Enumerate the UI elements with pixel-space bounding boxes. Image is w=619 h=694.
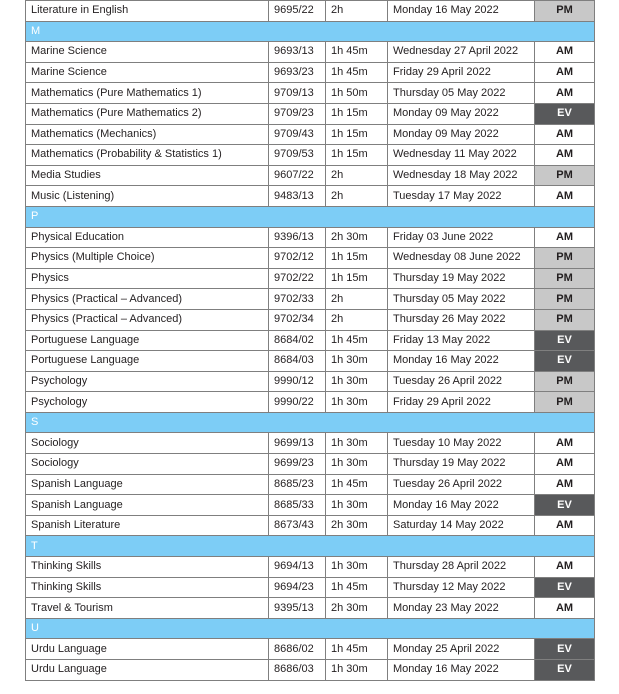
subject-cell: Urdu Language: [26, 660, 269, 681]
syllabus-code-cell: 9693/13: [269, 42, 326, 63]
table-row: [26, 268, 595, 289]
session-cell: EV: [535, 330, 595, 351]
syllabus-code-cell: 9396/13: [269, 227, 326, 248]
duration-cell: 1h 50m: [326, 83, 388, 104]
duration-cell: 1h 15m: [326, 145, 388, 166]
duration-cell: 1h 15m: [326, 268, 388, 289]
table-row: [26, 392, 595, 413]
subject-cell: Mathematics (Probability & Statistics 1): [26, 145, 269, 166]
subject-cell: Sociology: [26, 433, 269, 454]
session-cell: EV: [535, 351, 595, 372]
date-cell: Thursday 05 May 2022: [388, 289, 535, 310]
date-cell: Thursday 12 May 2022: [388, 577, 535, 598]
date-cell: Wednesday 27 April 2022: [388, 42, 535, 63]
session-cell: PM: [535, 1, 595, 22]
section-letter: P: [26, 206, 595, 227]
syllabus-code-cell: 9702/33: [269, 289, 326, 310]
session-cell: AM: [535, 227, 595, 248]
subject-cell: Psychology: [26, 371, 269, 392]
subject-cell: Physical Education: [26, 227, 269, 248]
subject-cell: Mathematics (Pure Mathematics 1): [26, 83, 269, 104]
session-cell: AM: [535, 186, 595, 207]
duration-cell: 1h 45m: [326, 42, 388, 63]
date-cell: Tuesday 26 April 2022: [388, 371, 535, 392]
duration-cell: 1h 30m: [326, 371, 388, 392]
session-cell: PM: [535, 268, 595, 289]
table-row: [26, 577, 595, 598]
table-row: [26, 330, 595, 351]
duration-cell: 1h 45m: [326, 474, 388, 495]
table-row: [26, 186, 595, 207]
duration-cell: 2h: [326, 1, 388, 22]
date-cell: Monday 09 May 2022: [388, 124, 535, 145]
subject-cell: Music (Listening): [26, 186, 269, 207]
date-cell: Wednesday 18 May 2022: [388, 165, 535, 186]
duration-cell: 2h 30m: [326, 598, 388, 619]
syllabus-code-cell: 9709/13: [269, 83, 326, 104]
table-row: [26, 371, 595, 392]
duration-cell: 1h 30m: [326, 392, 388, 413]
section-letter: M: [26, 21, 595, 42]
table-row: [26, 351, 595, 372]
subject-cell: Portuguese Language: [26, 330, 269, 351]
duration-cell: 2h 30m: [326, 515, 388, 536]
session-cell: PM: [535, 165, 595, 186]
session-cell: AM: [535, 62, 595, 83]
duration-cell: 2h: [326, 186, 388, 207]
syllabus-code-cell: 9695/22: [269, 1, 326, 22]
syllabus-code-cell: 8686/03: [269, 660, 326, 681]
duration-cell: 1h 30m: [326, 433, 388, 454]
table-row: [26, 660, 595, 681]
duration-cell: 1h 30m: [326, 495, 388, 516]
syllabus-code-cell: 9709/23: [269, 103, 326, 124]
date-cell: Tuesday 17 May 2022: [388, 186, 535, 207]
date-cell: Monday 16 May 2022: [388, 1, 535, 22]
syllabus-code-cell: 8673/43: [269, 515, 326, 536]
session-cell: AM: [535, 42, 595, 63]
syllabus-code-cell: 9709/43: [269, 124, 326, 145]
session-cell: EV: [535, 639, 595, 660]
duration-cell: 1h 30m: [326, 660, 388, 681]
duration-cell: 1h 45m: [326, 62, 388, 83]
section-header-m: [26, 21, 595, 42]
session-cell: PM: [535, 309, 595, 330]
session-cell: PM: [535, 392, 595, 413]
subject-cell: Spanish Literature: [26, 515, 269, 536]
table-row: [26, 1, 595, 22]
table-row: [26, 227, 595, 248]
duration-cell: 1h 30m: [326, 557, 388, 578]
duration-cell: 1h 30m: [326, 454, 388, 475]
session-cell: AM: [535, 124, 595, 145]
duration-cell: 1h 45m: [326, 330, 388, 351]
syllabus-code-cell: 9699/23: [269, 454, 326, 475]
subject-cell: Psychology: [26, 392, 269, 413]
subject-cell: Thinking Skills: [26, 577, 269, 598]
date-cell: Tuesday 26 April 2022: [388, 474, 535, 495]
section-letter: S: [26, 412, 595, 433]
syllabus-code-cell: 9699/13: [269, 433, 326, 454]
session-cell: AM: [535, 145, 595, 166]
date-cell: Friday 29 April 2022: [388, 62, 535, 83]
date-cell: Monday 16 May 2022: [388, 351, 535, 372]
timetable-body: [26, 1, 595, 681]
subject-cell: Urdu Language: [26, 639, 269, 660]
duration-cell: 1h 15m: [326, 248, 388, 269]
syllabus-code-cell: 9702/34: [269, 309, 326, 330]
session-cell: EV: [535, 660, 595, 681]
session-cell: EV: [535, 577, 595, 598]
date-cell: Tuesday 10 May 2022: [388, 433, 535, 454]
table-row: [26, 83, 595, 104]
table-row: [26, 309, 595, 330]
syllabus-code-cell: 9693/23: [269, 62, 326, 83]
table-row: [26, 124, 595, 145]
section-header-s: [26, 412, 595, 433]
syllabus-code-cell: 9694/13: [269, 557, 326, 578]
table-row: [26, 289, 595, 310]
date-cell: Thursday 05 May 2022: [388, 83, 535, 104]
syllabus-code-cell: 8685/33: [269, 495, 326, 516]
syllabus-code-cell: 9395/13: [269, 598, 326, 619]
table-row: [26, 433, 595, 454]
syllabus-code-cell: 8684/02: [269, 330, 326, 351]
syllabus-code-cell: 9709/53: [269, 145, 326, 166]
session-cell: EV: [535, 495, 595, 516]
duration-cell: 1h 15m: [326, 103, 388, 124]
table-row: [26, 454, 595, 475]
syllabus-code-cell: 9990/12: [269, 371, 326, 392]
syllabus-code-cell: 9702/22: [269, 268, 326, 289]
duration-cell: 2h: [326, 289, 388, 310]
session-cell: PM: [535, 371, 595, 392]
duration-cell: 1h 45m: [326, 639, 388, 660]
syllabus-code-cell: 9694/23: [269, 577, 326, 598]
date-cell: Thursday 19 May 2022: [388, 454, 535, 475]
session-cell: AM: [535, 557, 595, 578]
subject-cell: Spanish Language: [26, 495, 269, 516]
exam-timetable: [25, 0, 595, 681]
section-letter: U: [26, 618, 595, 639]
date-cell: Friday 29 April 2022: [388, 392, 535, 413]
section-letter: T: [26, 536, 595, 557]
table-row: [26, 248, 595, 269]
syllabus-code-cell: 9607/22: [269, 165, 326, 186]
subject-cell: Mathematics (Mechanics): [26, 124, 269, 145]
syllabus-code-cell: 9990/22: [269, 392, 326, 413]
subject-cell: Marine Science: [26, 42, 269, 63]
session-cell: EV: [535, 103, 595, 124]
syllabus-code-cell: 8685/23: [269, 474, 326, 495]
subject-cell: Media Studies: [26, 165, 269, 186]
duration-cell: 2h: [326, 165, 388, 186]
session-cell: AM: [535, 454, 595, 475]
subject-cell: Travel & Tourism: [26, 598, 269, 619]
subject-cell: Marine Science: [26, 62, 269, 83]
table-row: [26, 495, 595, 516]
subject-cell: Physics (Multiple Choice): [26, 248, 269, 269]
session-cell: PM: [535, 248, 595, 269]
table-row: [26, 515, 595, 536]
date-cell: Monday 25 April 2022: [388, 639, 535, 660]
table-row: [26, 145, 595, 166]
table-row: [26, 474, 595, 495]
subject-cell: Physics (Practical – Advanced): [26, 289, 269, 310]
syllabus-code-cell: 8684/03: [269, 351, 326, 372]
date-cell: Saturday 14 May 2022: [388, 515, 535, 536]
date-cell: Friday 13 May 2022: [388, 330, 535, 351]
duration-cell: 1h 30m: [326, 351, 388, 372]
syllabus-code-cell: 9483/13: [269, 186, 326, 207]
date-cell: Monday 23 May 2022: [388, 598, 535, 619]
duration-cell: 1h 15m: [326, 124, 388, 145]
session-cell: AM: [535, 598, 595, 619]
table-row: [26, 62, 595, 83]
section-header-u: [26, 618, 595, 639]
date-cell: Thursday 28 April 2022: [388, 557, 535, 578]
subject-cell: Thinking Skills: [26, 557, 269, 578]
subject-cell: Spanish Language: [26, 474, 269, 495]
date-cell: Wednesday 11 May 2022: [388, 145, 535, 166]
syllabus-code-cell: 9702/12: [269, 248, 326, 269]
session-cell: PM: [535, 289, 595, 310]
subject-cell: Physics (Practical – Advanced): [26, 309, 269, 330]
duration-cell: 2h: [326, 309, 388, 330]
subject-cell: Sociology: [26, 454, 269, 475]
subject-cell: Portuguese Language: [26, 351, 269, 372]
date-cell: Wednesday 08 June 2022: [388, 248, 535, 269]
date-cell: Monday 16 May 2022: [388, 495, 535, 516]
table-row: [26, 598, 595, 619]
date-cell: Thursday 26 May 2022: [388, 309, 535, 330]
session-cell: AM: [535, 433, 595, 454]
session-cell: AM: [535, 474, 595, 495]
table-row: [26, 42, 595, 63]
date-cell: Friday 03 June 2022: [388, 227, 535, 248]
duration-cell: 2h 30m: [326, 227, 388, 248]
session-cell: AM: [535, 83, 595, 104]
session-cell: AM: [535, 515, 595, 536]
date-cell: Thursday 19 May 2022: [388, 268, 535, 289]
subject-cell: Physics: [26, 268, 269, 289]
syllabus-code-cell: 8686/02: [269, 639, 326, 660]
table-row: [26, 557, 595, 578]
date-cell: Monday 16 May 2022: [388, 660, 535, 681]
section-header-t: [26, 536, 595, 557]
table-row: [26, 103, 595, 124]
subject-cell: Literature in English: [26, 1, 269, 22]
table-row: [26, 165, 595, 186]
duration-cell: 1h 45m: [326, 577, 388, 598]
table-row: [26, 639, 595, 660]
subject-cell: Mathematics (Pure Mathematics 2): [26, 103, 269, 124]
section-header-p: [26, 206, 595, 227]
date-cell: Monday 09 May 2022: [388, 103, 535, 124]
